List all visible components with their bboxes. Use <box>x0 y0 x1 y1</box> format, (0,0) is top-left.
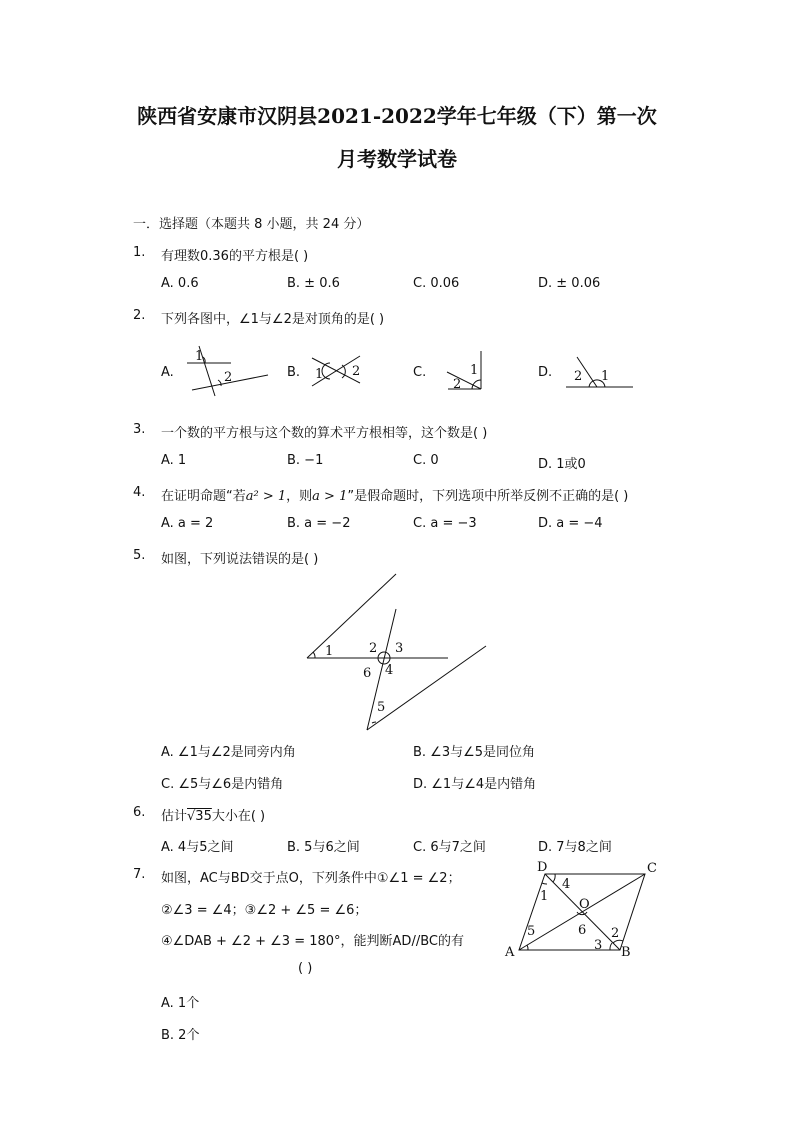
q3-option-d[interactable]: D. 1或0 <box>538 457 586 472</box>
q6-option-d[interactable]: D. 7与8之间 <box>538 840 612 855</box>
q1-option-b[interactable]: B. ± 0.6 <box>287 276 340 291</box>
page-title-line1: 陕西省安康市汉阴县2021-2022学年七年级（下）第一次 <box>137 104 657 128</box>
q6-stem-part2: 大小在( ) <box>211 809 266 824</box>
q2b-mark-2: 2 <box>352 364 361 379</box>
q5-option-b[interactable]: B. ∠3与∠5是同位角 <box>413 745 536 760</box>
q2-stem: 下列各图中，∠1与∠2是对顶角的是( ) <box>161 312 385 327</box>
q2-option-d[interactable]: D. <box>538 365 553 380</box>
q4-math-1: a² > 1 <box>245 489 287 504</box>
q6-number: 6. <box>133 805 146 820</box>
q7-line2: ②∠3 = ∠4；③∠2 + ∠5 = ∠6； <box>161 903 368 918</box>
q7-point-b: B <box>621 945 631 960</box>
q6-stem <box>161 805 265 824</box>
q7-line3: ④∠DAB + ∠2 + ∠3 = 180°，能判断AD//BC的有 <box>161 934 464 949</box>
q6-option-b[interactable]: B. 5与6之间 <box>287 840 360 855</box>
q2-number: 2. <box>133 308 146 323</box>
q7-number: 7. <box>133 867 146 882</box>
q7-mark-5: 5 <box>527 924 536 939</box>
q7-point-d: D <box>537 860 548 875</box>
q2-figures <box>0 0 794 420</box>
q5-option-a[interactable]: A. ∠1与∠2是同旁内角 <box>161 745 296 760</box>
q3-stem: 一个数的平方根与这个数的算术平方根相等，这个数是( ) <box>161 426 488 441</box>
q7-figure <box>0 855 794 970</box>
q2b-mark-1: 1 <box>315 367 324 382</box>
q7-mark-2: 2 <box>611 926 620 941</box>
q4-option-d[interactable]: D. a = −4 <box>538 516 603 531</box>
section-heading: 一．选择题（本题共 8 小题，共 24 分） <box>133 217 370 232</box>
q7-mark-6: 6 <box>578 923 587 938</box>
q5-mark-2: 2 <box>369 641 378 656</box>
q3-option-b[interactable]: B. −1 <box>287 453 324 468</box>
page-title-line2: 月考数学试卷 <box>337 147 457 171</box>
q4-stem-part2: ，则 <box>286 489 313 504</box>
q7-point-a: A <box>505 945 515 960</box>
q2a-mark-2: 2 <box>224 370 233 385</box>
q4-stem-part3: ”是假命题时，下列选项中所举反例不正确的是( ) <box>347 489 629 504</box>
q5-number: 5. <box>133 548 146 563</box>
q4-option-c[interactable]: C. a = −3 <box>413 516 477 531</box>
q4-math-2: a > 1 <box>312 489 348 504</box>
q2d-mark-1: 1 <box>601 369 610 384</box>
q5-mark-4: 4 <box>385 663 394 678</box>
q5-mark-6: 6 <box>363 666 372 681</box>
q4-stem-part1: 在证明命题“若 <box>161 489 246 504</box>
q7-point-c: C <box>647 861 657 876</box>
q5-figure <box>0 560 794 740</box>
q1-option-a[interactable]: A. 0.6 <box>161 276 199 291</box>
q7-mark-4: 4 <box>562 877 571 892</box>
q2c-mark-1: 1 <box>470 363 479 378</box>
q5-option-d[interactable]: D. ∠1与∠4是内错角 <box>413 777 537 792</box>
q2-option-a[interactable]: A. <box>161 365 174 380</box>
q1-stem: 有理数0.36的平方根是( ) <box>161 249 309 264</box>
q5-mark-3: 3 <box>395 641 404 656</box>
q5-mark-1: 1 <box>325 644 334 659</box>
q1-option-d[interactable]: D. ± 0.06 <box>538 276 601 291</box>
q5-stem: 如图，下列说法错误的是( ) <box>161 552 319 567</box>
q1-number: 1. <box>133 245 146 260</box>
q2-option-c[interactable]: C. <box>413 365 427 380</box>
q4-number: 4. <box>133 485 146 500</box>
q1-option-c[interactable]: C. 0.06 <box>413 276 460 291</box>
q5-mark-5: 5 <box>377 700 386 715</box>
q4-option-b[interactable]: B. a = −2 <box>287 516 351 531</box>
q2c-mark-2: 2 <box>453 377 462 392</box>
q3-number: 3. <box>133 422 146 437</box>
q4-option-a[interactable]: A. a = 2 <box>161 516 214 531</box>
q6-stem-part1: 估计 <box>161 809 188 824</box>
q2-option-b[interactable]: B. <box>287 365 301 380</box>
q7-option-b[interactable]: B. 2个 <box>161 1028 200 1043</box>
q5-option-c[interactable]: C. ∠5与∠6是内错角 <box>161 777 284 792</box>
q6-option-a[interactable]: A. 4与5之间 <box>161 840 234 855</box>
q3-option-c[interactable]: C. 0 <box>413 453 439 468</box>
q2d-mark-2: 2 <box>574 369 583 384</box>
q4-stem <box>161 485 628 504</box>
q7-mark-1: 1 <box>540 889 549 904</box>
q3-option-a[interactable]: A. 1 <box>161 453 187 468</box>
q6-option-c[interactable]: C. 6与7之间 <box>413 840 486 855</box>
q7-paren: ( ) <box>298 961 313 976</box>
q7-point-o: O <box>579 897 590 912</box>
q7-line1: 如图，AC与BD交于点O，下列条件中①∠1 = ∠2； <box>161 871 461 886</box>
q2a-mark-1: 1 <box>195 349 204 364</box>
q6-root: √35 <box>187 809 212 824</box>
q7-option-a[interactable]: A. 1个 <box>161 996 200 1011</box>
q7-mark-3: 3 <box>594 938 603 953</box>
